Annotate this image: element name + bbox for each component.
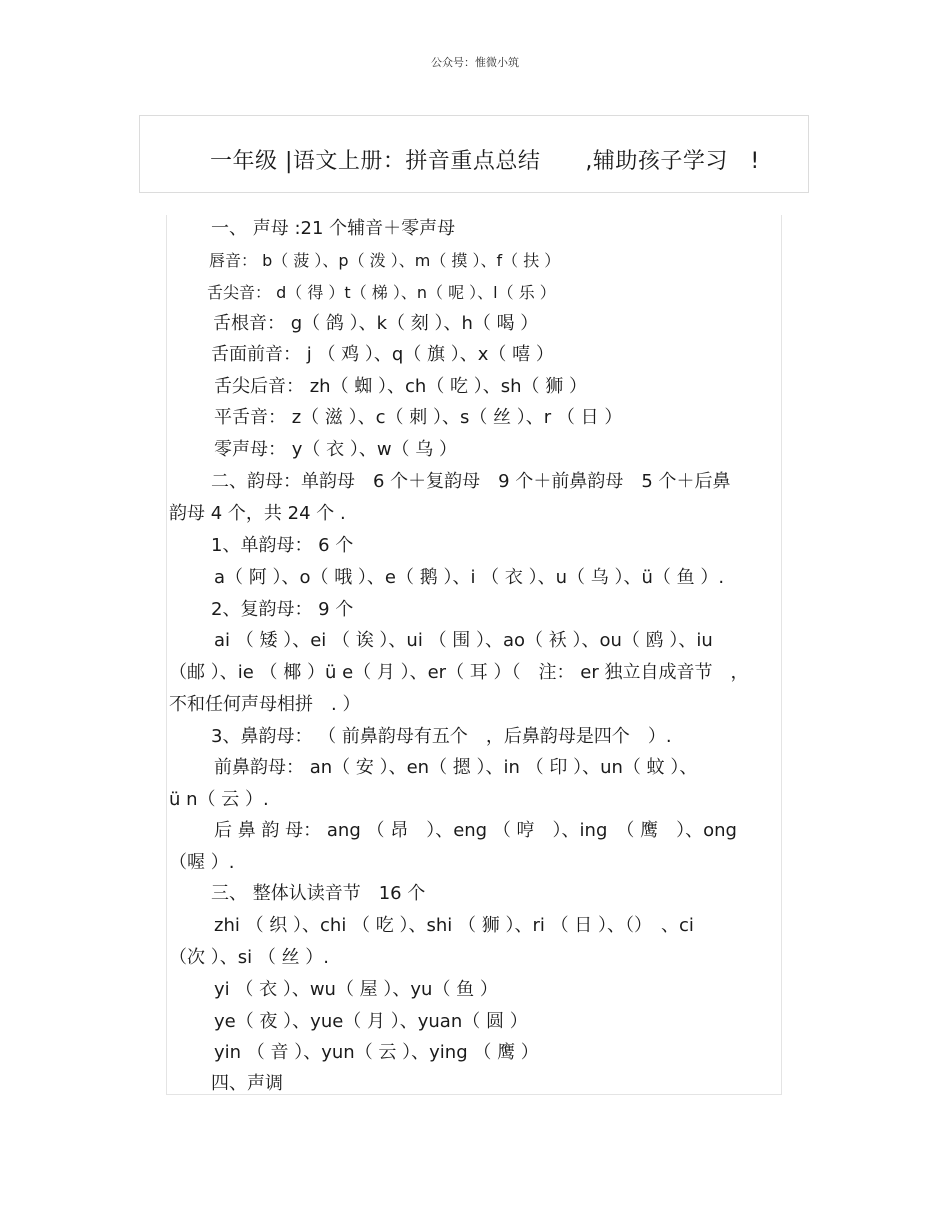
text-line: （邮 ）、ie （ 椰 ）ü e（ 月 ）、er（ 耳 ）（ 注： er 独立自成音节 ， xyxy=(169,662,749,683)
text-line: （次 ）、si （ 丝 ）. xyxy=(169,947,329,968)
text-line: 前鼻韵母： an（ 安 ）、en（ 摁 ）、in （ 印 ）、un（ 蚊 ）、 xyxy=(214,757,698,778)
text-line: 舌面前音： j （ 鸡 ）、q（ 旗 ）、x（ 嘻 ） xyxy=(211,344,554,365)
text-line: （喔 ）. xyxy=(169,852,235,873)
text-line: 舌尖音： d（ 得 ）t（ 梯 ）、n（ 呢 ）、l（ 乐 ） xyxy=(207,283,556,302)
heading-zhengti-rendu: 三、 整体认读音节 16 个 xyxy=(211,883,426,904)
title-box xyxy=(139,115,809,193)
heading-shengmu: 一、 声母 :21 个辅音＋零声母 xyxy=(211,218,456,239)
text-line: 后 鼻 韵 母： ang （ 昂 ）、eng （ 哼 ）、ing （ 鹰 ）、ong xyxy=(214,820,737,841)
text-line: 零声母： y（ 衣 ）、w（ 乌 ） xyxy=(214,439,457,460)
text-line: 韵母 4 个，共 24 个 . xyxy=(169,503,346,524)
text-line: 舌尖后音： zh（ 蜘 ）、ch（ 吃 ）、sh（ 狮 ） xyxy=(214,376,587,397)
heading-shengdiao: 四、声调 xyxy=(211,1073,283,1094)
text-line: ye（ 夜 ）、yue（ 月 ）、yuan（ 圆 ） xyxy=(214,1011,528,1032)
text-line: ü n（ 云 ）. xyxy=(169,789,269,810)
text-line: a（ 阿 ）、o（ 哦 ）、e（ 鹅 ）、i （ 衣 ）、u（ 乌 ）、ü（ 鱼 ）. xyxy=(214,567,725,588)
text-line: 不和任何声母相拼 . ） xyxy=(169,694,361,715)
text-line: yin （ 音 ）、yun（ 云 ）、ying （ 鹰 ） xyxy=(214,1042,539,1063)
header-note: 公众号：惟微小筑 xyxy=(431,56,519,69)
subheading-bi-yunmu: 3、鼻韵母： （ 前鼻韵母有五个 ，后鼻韵母是四个 ）. xyxy=(211,726,672,747)
text-line: yi （ 衣 ）、wu（ 屋 ）、yu（ 鱼 ） xyxy=(214,979,498,1000)
document-title: 一年级 |语文上册：拼音重点总结 ,辅助孩子学习 ! xyxy=(210,149,760,174)
text-line: 平舌音： z（ 滋 ）、c（ 刺 ）、s（ 丝 ）、r （ 日 ） xyxy=(214,407,623,428)
text-line: zhi （ 织 ）、chi （ 吃 ）、shi （ 狮 ）、ri （ 日 ）、（） 、ci xyxy=(214,915,694,936)
heading-yunmu: 二、韵母：单韵母 6 个＋复韵母 9 个＋前鼻韵母 5 个＋后鼻 xyxy=(211,471,731,492)
subheading-fu-yunmu: 2、复韵母： 9 个 xyxy=(211,599,354,620)
text-line: 舌根音： g（ 鸽 ）、k（ 刻 ）、h（ 喝 ） xyxy=(213,313,539,334)
text-line: ai （ 矮 ）、ei （ 诶 ）、ui （ 围 ）、ao（ 袄 ）、ou（ 鸥 ）、iu xyxy=(214,630,713,651)
text-line: 唇音： b（ 菠 ）、p（ 泼 ）、m（ 摸 ）、f（ 扶 ） xyxy=(209,251,561,270)
subheading-dan-yunmu: 1、单韵母： 6 个 xyxy=(211,535,354,556)
content-area xyxy=(166,215,782,1095)
